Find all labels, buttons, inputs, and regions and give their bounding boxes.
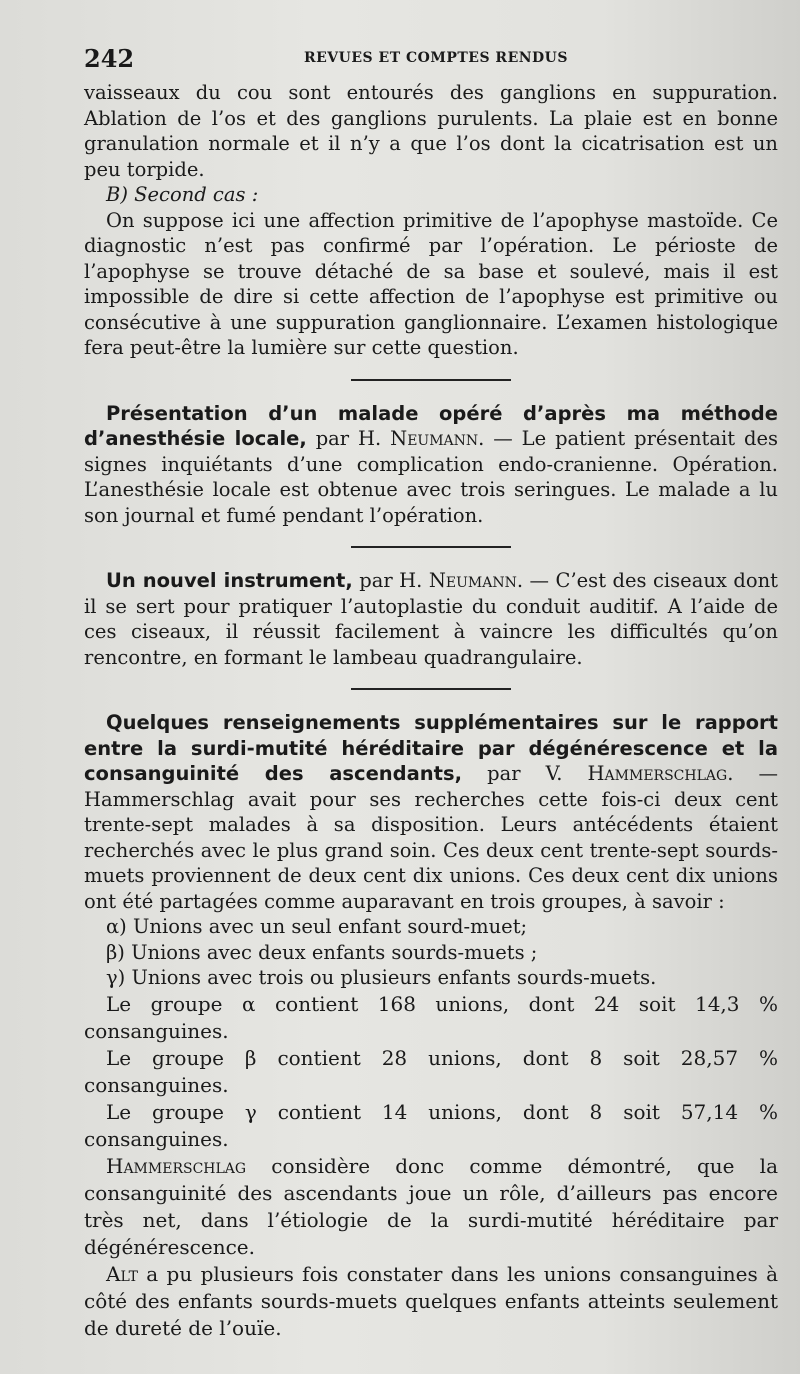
section-author: Neumann: [390, 427, 479, 450]
section-divider: [351, 688, 511, 690]
section-text: . — Hammerschlag avait pour ses recherches cette fois-ci deux cent trente-sept malades à sa disposition. Leurs antécédents étaient recherchés avec le plus grand soin. Ces deux cent trente-sept sourds-muets proviennent de deux cent dix unions. Ces deux cent dix unions ont été partagées comme auparavant en trois groupes, à savoir :: [84, 762, 778, 913]
section-title: Présentation d’un malade opéré d’après ma méthode d’anesthésie locale,: [84, 401, 778, 450]
section-divider: [351, 546, 511, 548]
section-divider: [351, 379, 511, 381]
section-neumann-instrument: [84, 568, 778, 670]
paragraph-continuation: vaisseaux du cou sont entourés des ganglions en suppuration. Ablation de l’os et des ganglions purulents. La plaie est en bonne granulation normale et il n’y a que l’os dont la cicatrisation est un peu torpide.: [84, 81, 778, 181]
section-author: Neumann: [428, 569, 517, 592]
group-stat: Le groupe γ contient 14 unions, dont 8 soit 57,14 % consanguines.: [84, 1099, 778, 1151]
section-text: . — Le patient présentait des signes inquiétants d’une complication endo-cranienne. Opération. L’anesthésie locale est obtenue avec trois seringues. Le malade a lu son journal et fumé pendant l’opération.: [84, 427, 778, 527]
page-body: [84, 80, 778, 1342]
paragraph-second-case: On suppose ici une affection primitive de l’apophyse mastoïde. Ce diagnostic n’est pas confirmé par l’opération. Le périoste de l’apophyse se trouve détaché de sa base et soulevé, mais il est impossible de dire si cette affection de l’apophyse est primitive ou consécutive à une suppuration ganglionnaire. L’examen histologique fera peut-être la lumière sur cette question.: [84, 208, 778, 359]
list-item: γ) Unions avec trois ou plusieurs enfants sourds-muets.: [106, 966, 657, 989]
group-stat: Le groupe α contient 168 unions, dont 24 soit 14,3 % consanguines.: [84, 991, 778, 1043]
alt-text: a pu plusieurs fois constater dans les unions consanguines à côté des enfants sourds-muets quelques enfants atteints seulement de dureté de l’ouïe.: [84, 1261, 778, 1340]
conclusion-paragraph: [84, 1153, 778, 1261]
section-by: par H.: [306, 427, 391, 450]
section-author: Hammerschlag: [587, 762, 728, 785]
page-number: 242: [84, 44, 135, 73]
conclusion-text: considère donc comme démontré, que la consanguinité des ascendants joue un rôle, d’ailleurs pas encore très net, dans l’étiologie de la surdi-mutité héréditaire par dégénérescence.: [84, 1153, 778, 1259]
section-by: par V.: [462, 762, 588, 785]
section-by: par H.: [352, 569, 429, 592]
group-stat: Le groupe β contient 28 unions, dont 8 soit 28,57 % consanguines.: [84, 1045, 778, 1097]
section-hammerschlag: [84, 710, 778, 914]
section-text: . — C’est des ciseaux dont il se sert pour pratiquer l’autoplastie du conduit auditif. A l’aide de ces ciseaux, il réussit facilement à vaincre les difficultés qu’on rencontre, en formant le lambeau quadrangulaire.: [84, 569, 778, 669]
conclusion-author: Hammerschlag: [106, 1153, 247, 1178]
running-head: REVUES ET COMPTES RENDUS: [304, 50, 568, 66]
section-title: Quelques renseignements supplémentaires sur le rapport entre la surdi-mutité héréditaire par dégénérescence et la consanguinité des ascendants,: [84, 711, 778, 785]
alt-paragraph: [84, 1261, 778, 1342]
list-item: α) Unions avec un seul enfant sourd-muet;: [106, 915, 528, 938]
page-header: [84, 44, 778, 80]
case-label: B) Second cas :: [106, 183, 259, 206]
section-title: Un nouvel instrument,: [106, 569, 353, 592]
list-item: β) Unions avec deux enfants sourds-muets ;: [106, 940, 538, 964]
section-neumann-anesthesia: [84, 401, 778, 529]
alt-author: Alt: [106, 1261, 138, 1286]
